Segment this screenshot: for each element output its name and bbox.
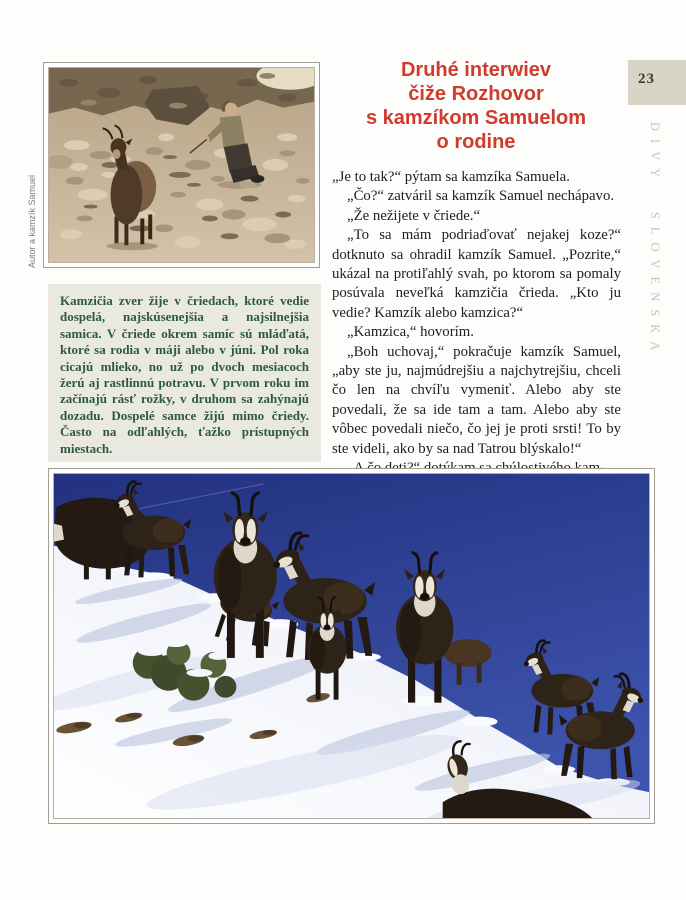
paragraph: „Boh uchovaj,“ pokračuje kamzík Samuel, „aby ste ju, najmúdrejšiu a najchytrejšiu, chceli čo len na chvíľu vymeniť. Alebo aby ste povedali, že sa ide tam a tam. Alebo aby ste vôbec povedali niečo, čo jej je proti srsti! To by ste videli, ako by sa nad Tatrou blýskalo!“ <box>332 343 621 457</box>
title-line-1: Druhé interwiev <box>400 59 552 81</box>
article-body <box>332 168 621 479</box>
title-line-3: s kamzíkom Samuelom <box>365 107 587 129</box>
page-number-tab <box>628 60 686 105</box>
paragraph: „Že nežijete v čriede.“ <box>347 207 481 224</box>
paragraph: „To sa mám podriaďovať nejakej koze?“ dotknuto sa ohradil kamzík Samuel. „Pozrite,“ ukázal na protiľahlý svah, po ktorom sa pomaly posúvala neveľká kamzičia črieda. „Kto ju vedie? Kamzík alebo kamzica?“ <box>332 227 621 321</box>
paragraph: „Je to tak?“ pýtam sa kamzíka Samuela. <box>332 169 570 185</box>
title-line-2: čiže Rozhovor <box>408 83 544 105</box>
paragraph: „Kamzica,“ hovorím. <box>347 324 474 341</box>
photo-author-with-chamois <box>43 62 320 268</box>
photo-author-image <box>48 67 315 263</box>
fact-box-text: Kamzičia zver žije v čriedach, ktoré vedie dospelá, najskúsenejšia a najsilnejšia samica. V čriede okrem samíc sú mláďatá, ktoré sa rodia v máji alebo v júni. Pol roka cicajú mlieko, no už po dvoch mesiacoch žerú aj rastlinnú potravu. V prvom roku im začínajú rásť rožky, v druhom sa zahýnajú dozadu. Dospelé samce žijú mimo čriedy. Často na odľahlých, ťažko prístupných miestach. <box>60 293 309 456</box>
chamois-fact-box <box>48 284 321 462</box>
photo-chamois-herd <box>48 468 655 824</box>
photo-caption: Autor a kamzík Samuel <box>27 174 37 268</box>
photo-herd-image <box>53 473 650 819</box>
article-title <box>330 58 622 154</box>
paragraph: „Čo?“ zatváril sa kamzík Samuel nechápavo. <box>347 188 615 205</box>
page-number: 23 <box>638 71 655 87</box>
spine-title: DIVY SLOVENSKA <box>648 122 662 359</box>
sepia-photo-illustration <box>49 68 314 262</box>
herd-photo-illustration <box>54 474 649 818</box>
title-line-4: o rodine <box>436 131 516 153</box>
